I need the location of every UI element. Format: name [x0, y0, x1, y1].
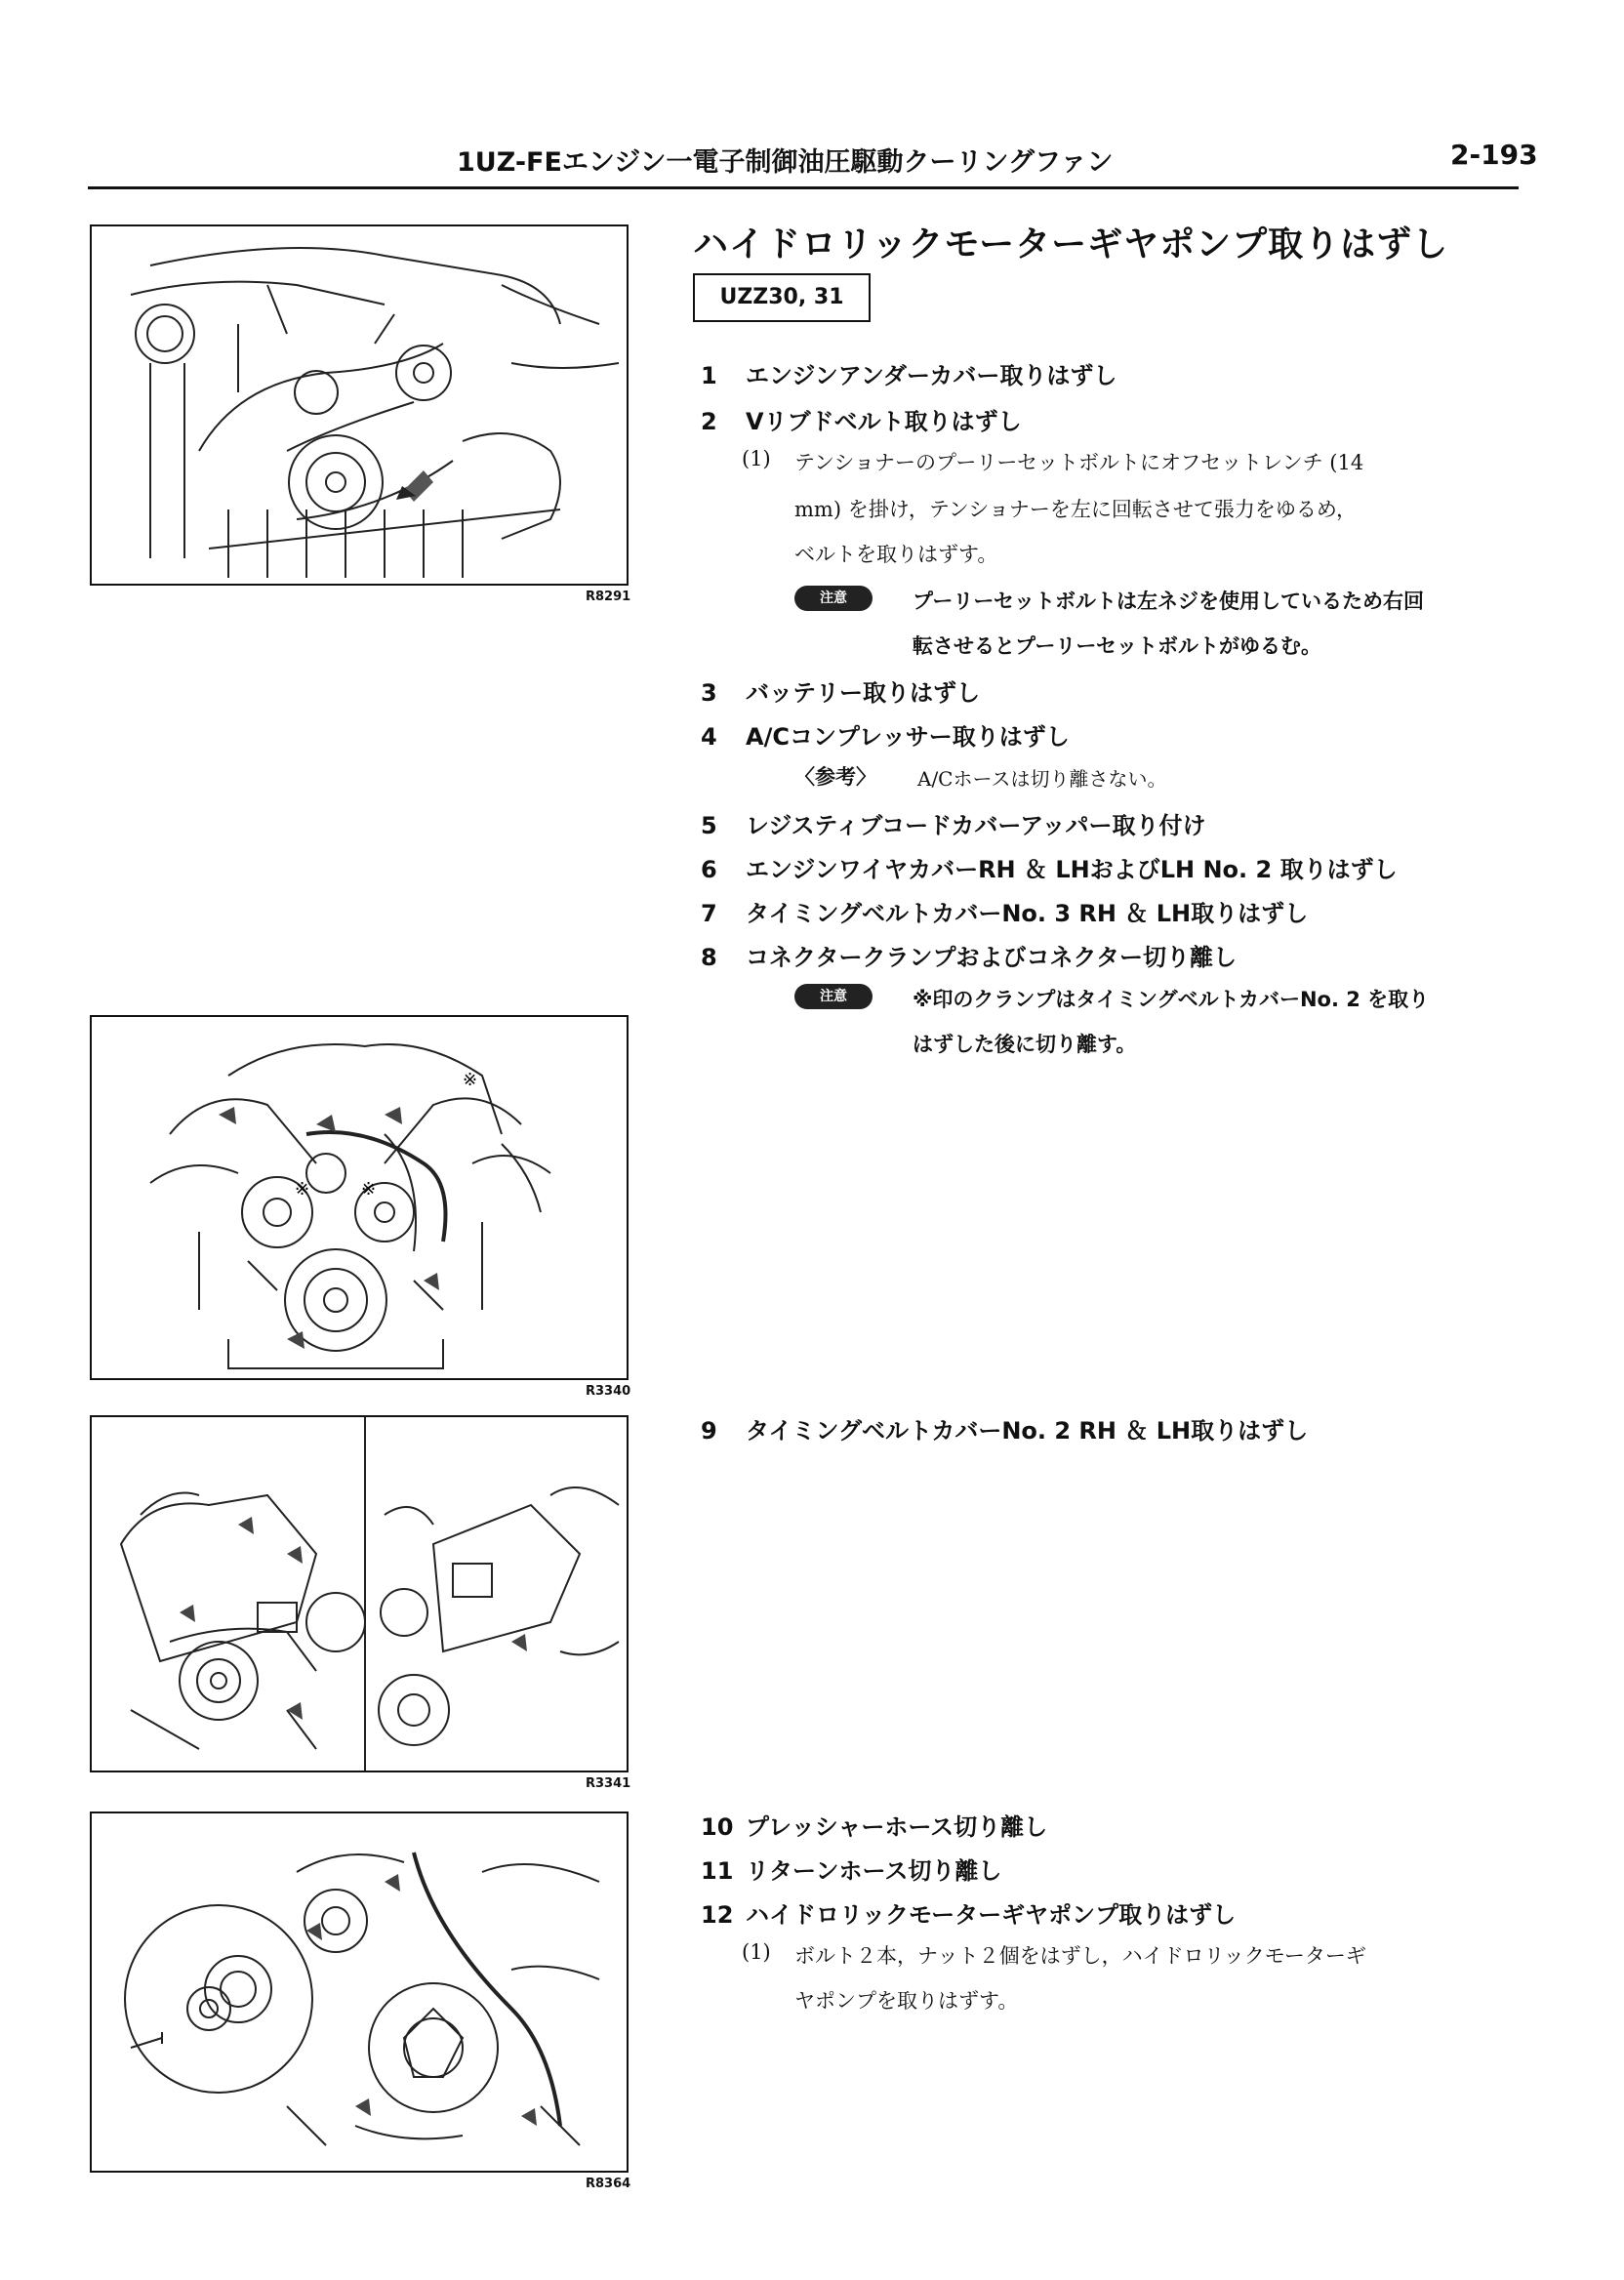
step-item: [701, 1411, 1308, 1445]
figure-belt-tensioner: [90, 224, 629, 586]
caution-badge: 注意: [794, 586, 873, 611]
step-item: [701, 673, 980, 708]
substep-line: テンショナーのプーリーセットボルトにオフセットレンチ (14: [794, 451, 1364, 474]
timing-belt-cover-illustration: [92, 1417, 627, 1771]
step-number: 7: [701, 900, 717, 927]
step-item: [701, 806, 1205, 840]
step-item: [701, 894, 1308, 928]
caution-note-line: 転させるとプーリーセットボルトがゆるむ。: [913, 634, 1321, 658]
page-number: 2-193: [1450, 139, 1538, 171]
step-number: 9: [701, 1417, 717, 1445]
svg-text:※: ※: [295, 1179, 310, 1200]
figure-code: R3340: [586, 1384, 631, 1399]
step-number: 12: [701, 1901, 734, 1929]
header-divider: [88, 186, 1519, 189]
substep-line: ベルトを取りはずす。: [794, 543, 998, 566]
step-text: A/Cコンプレッサー取りはずし: [746, 723, 1070, 751]
step-text: Vリブドベルト取りはずし: [746, 408, 1022, 435]
figure-gear-pump: [90, 1812, 629, 2173]
caution-note-line: ※印のクランプはタイミングベルトカバーNo. 2 を取り: [913, 988, 1430, 1011]
substep-line: mm) を掛け，テンショナーを左に回転させて張力をゆるめ，: [794, 498, 1358, 521]
step-item: [701, 717, 1070, 752]
step-number: 8: [701, 944, 717, 971]
caution-note-line: はずした後に切り離す。: [913, 1033, 1137, 1056]
svg-text:※: ※: [361, 1179, 377, 1200]
step-item: [701, 1808, 1047, 1842]
step-text: タイミングベルトカバーNo. 3 RH ＆ LH取りはずし: [746, 900, 1309, 927]
step-item: [701, 850, 1398, 884]
figure-code: R8291: [586, 590, 631, 604]
step-text: プレッシャーホース切り離し: [746, 1813, 1048, 1841]
figure-timing-belt-covers: [90, 1415, 629, 1772]
reference-text: A/Cホースは切り離さない。: [917, 767, 1167, 791]
figure-code: R8364: [586, 2177, 631, 2191]
step-item: [701, 1895, 1236, 1930]
svg-text:※: ※: [463, 1070, 478, 1090]
substep-line: ヤポンプを取りはずす。: [794, 1989, 1019, 2013]
step-text: レジスティブコードカバーアッパー取り付け: [746, 812, 1206, 839]
substep-line: ボルト２本，ナット２個をはずし，ハイドロリックモーターギ: [794, 1944, 1366, 1968]
step-text: リターンホース切り離し: [746, 1857, 1002, 1885]
step-item: [701, 402, 1022, 436]
step-item: [701, 938, 1237, 972]
step-text: ハイドロリックモーターギヤポンプ取りはずし: [746, 1901, 1237, 1929]
step-text: エンジンアンダーカバー取りはずし: [746, 362, 1117, 389]
model-code-box: UZZ30, 31: [693, 273, 871, 322]
step-text: コネクタークランプおよびコネクター切り離し: [746, 944, 1238, 971]
step-text: エンジンワイヤカバーRH ＆ LHおよびLH No. 2 取りはずし: [746, 856, 1398, 883]
figure-connector-clamps: [90, 1015, 629, 1380]
substep-number: (1): [742, 1940, 771, 1964]
caution-badge: 注意: [794, 984, 873, 1009]
step-item: [701, 356, 1116, 390]
step-text: バッテリー取りはずし: [746, 679, 980, 707]
engine-front-illustration: [92, 1017, 627, 1378]
step-number: 5: [701, 812, 717, 839]
step-number: 6: [701, 856, 717, 883]
step-number: 4: [701, 723, 717, 751]
step-item: [701, 1852, 1001, 1886]
step-number: 1: [701, 362, 717, 389]
gear-pump-illustration: [92, 1813, 627, 2171]
figure-code: R3341: [586, 1776, 631, 1791]
substep-number: (1): [742, 447, 771, 470]
step-number: 3: [701, 679, 717, 707]
step-number: 11: [701, 1857, 734, 1885]
section-title: ハイドロリックモーターギヤポンプ取りはずし: [693, 224, 1449, 265]
running-header-title: 1UZ-FEエンジン一電子制御油圧駆動クーリングファン: [457, 147, 1114, 178]
step-number: 10: [701, 1813, 734, 1841]
step-number: 2: [701, 408, 717, 435]
step-text: タイミングベルトカバーNo. 2 RH ＆ LH取りはずし: [746, 1417, 1309, 1445]
engine-belt-illustration: [92, 226, 627, 584]
caution-note-line: プーリーセットボルトは左ネジを使用しているため右回: [913, 590, 1424, 613]
reference-label: 〈参考〉: [794, 765, 876, 789]
